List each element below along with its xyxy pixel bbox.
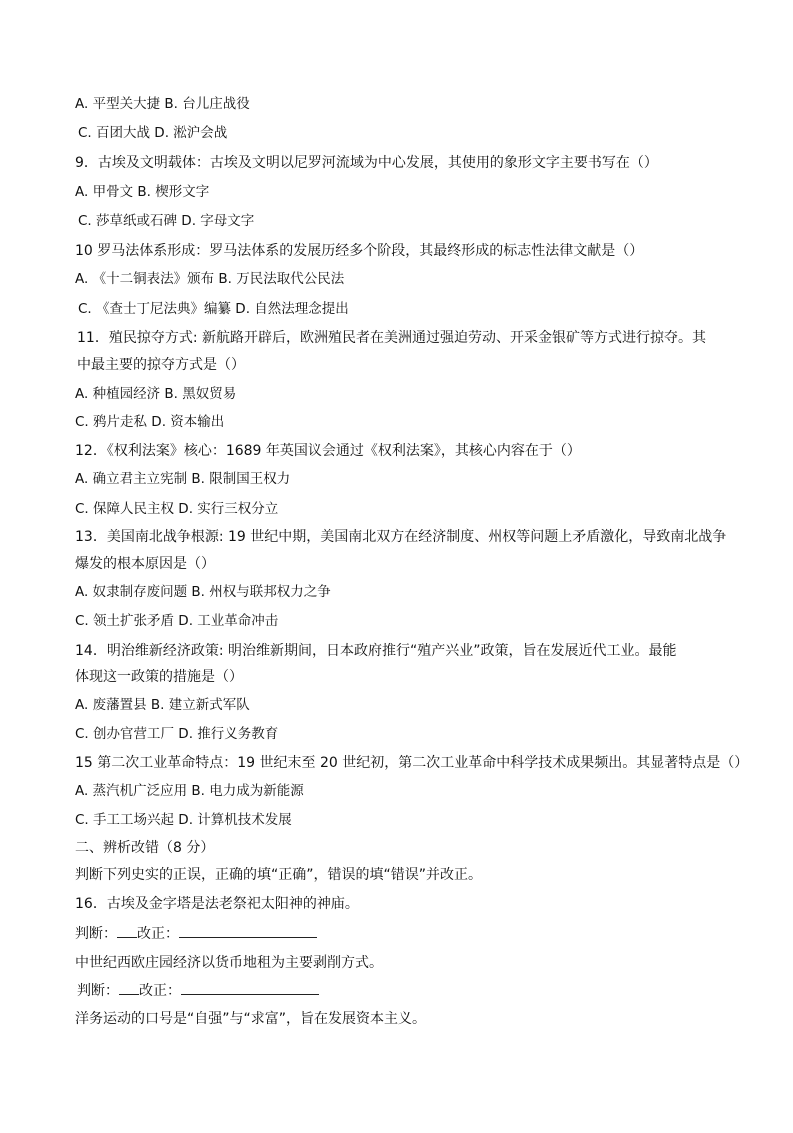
- judge-label: 判断：: [77, 983, 119, 999]
- question-18: 洋务运动的口号是“自强”与“求富”，旨在发展资本主义。: [75, 1011, 427, 1027]
- q15-options-ab: A. 蒸汽机广泛应用 B. 电力成为新能源: [75, 783, 304, 799]
- q9-options-ab: A. 甲骨文 B. 楔形文字: [75, 184, 210, 200]
- q17-answer-row: [77, 982, 319, 1000]
- q13-options-cd: C. 领土扩张矛盾 D. 工业革命冲击: [75, 613, 279, 629]
- judge-label: 判断：: [75, 926, 117, 942]
- q16-answer-row: [75, 925, 317, 943]
- q10-options-ab: A. 《十二铜表法》颁布 B. 万民法取代公民法: [75, 271, 345, 287]
- q9-options-cd: C. 莎草纸或石碑 D. 字母文字: [78, 213, 255, 229]
- q14-options-cd: C. 创办官营工厂 D. 推行义务教育: [75, 726, 279, 742]
- correct-label: 改正：: [137, 926, 179, 942]
- q8-options-ab: A. 平型关大捷 B. 台儿庄战役: [75, 96, 250, 112]
- judge-blank[interactable]: [117, 925, 137, 938]
- question-10: 10 罗马法体系形成：罗马法体系的发展历经多个阶段，其最终形成的标志性法律文献是（）: [75, 243, 644, 259]
- correct-blank[interactable]: [179, 925, 317, 938]
- question-17: 中世纪西欧庄园经济以货币地租为主要剥削方式。: [75, 955, 383, 971]
- q11-options-ab: A. 种植园经济 B. 黑奴贸易: [75, 386, 237, 402]
- question-14: 14．明治维新经济政策: 明治维新期间，日本政府推行“殖产兴业”政策，旨在发展近代工业。最能: [75, 643, 677, 659]
- section-2-heading: 二、辨析改错（8 分）: [75, 840, 215, 856]
- q11-options-cd: C. 鸦片走私 D. 资本输出: [75, 414, 225, 430]
- q12-options-ab: A. 确立君主立宪制 B. 限制国王权力: [75, 471, 291, 487]
- question-16: 16．古埃及金字塔是法老祭祀太阳神的神庙。: [75, 896, 359, 912]
- q12-options-cd: C. 保障人民主权 D. 实行三权分立: [75, 501, 279, 517]
- question-14-cont: 体现这一政策的措施是（）: [75, 669, 243, 685]
- q8-options-cd: C. 百团大战 D. 淞沪会战: [78, 125, 228, 141]
- question-11-cont: 中最主要的掠夺方式是（）: [77, 357, 245, 373]
- q14-options-ab: A. 废藩置县 B. 建立新式军队: [75, 697, 250, 713]
- question-13: 13．美国南北战争根源: 19 世纪中期，美国南北双方在经济制度、州权等问题上矛盾激化，导致南北战争: [75, 529, 727, 545]
- judge-blank[interactable]: [119, 982, 139, 995]
- question-12: 12．《权利法案》核心：1689 年英国议会通过《权利法案》，其核心内容在于（）: [75, 443, 581, 459]
- q15-options-cd: C. 手工工场兴起 D. 计算机技术发展: [75, 812, 292, 828]
- section-2-instructions: 判断下列史实的正误，正确的填“正确”，错误的填“错误”并改正。: [75, 867, 483, 883]
- correct-blank[interactable]: [181, 982, 319, 995]
- question-13-cont: 爆发的根本原因是（）: [75, 556, 215, 572]
- question-11: 11．殖民掠夺方式: 新航路开辟后，欧洲殖民者在美洲通过强迫劳动、开采金银矿等方式进行掠夺。其: [77, 330, 706, 346]
- q10-options-cd: C. 《查士丁尼法典》编纂 D. 自然法理念提出: [78, 301, 349, 317]
- question-9: 9．古埃及文明载体：古埃及文明以尼罗河流域为中心发展，其使用的象形文字主要书写在（）: [75, 155, 658, 171]
- correct-label: 改正：: [139, 983, 181, 999]
- q13-options-ab: A. 奴隶制存废问题 B. 州权与联邦权力之争: [75, 584, 331, 600]
- question-15: 15 第二次工业革命特点：19 世纪末至 20 世纪初，第二次工业革命中科学技术成果频出。其显著特点是（）: [75, 755, 749, 771]
